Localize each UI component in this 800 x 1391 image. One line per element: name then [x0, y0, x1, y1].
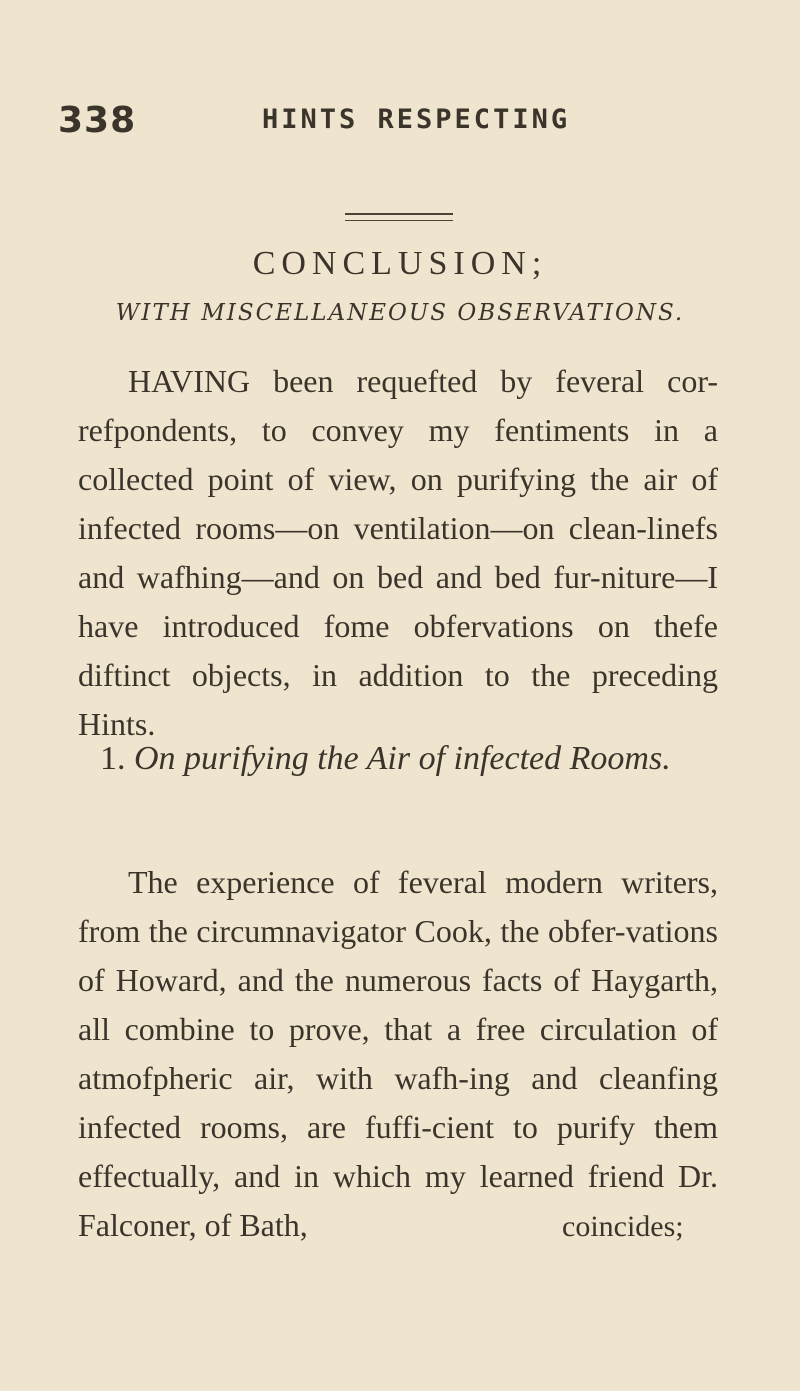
chapter-title: CONCLUSION;	[252, 245, 548, 282]
catchword: coincides;	[562, 1210, 684, 1243]
paragraph-text: The experience of feveral modern writers, from the circumnavigator Cook, the obfer-vations of Howard, and the numerous facts of Haygarth, all combine to prove, that a free circulation of atmofpheric air, with wafh-ing and cleanfing infected rooms, are fuffi-cient to purify them effectually, and in which my learned friend Dr. Falconer, of Bath,	[78, 864, 718, 1243]
decorative-rule	[345, 213, 453, 221]
section-title: On purifying the Air of infected Rooms.	[134, 740, 671, 777]
section-heading	[100, 740, 750, 778]
paragraph-text: HAVING been requefted by feveral cor-refpondents, to convey my fentiments in a collected point of view, on purifying the air of infected rooms—on ventilation—on clean-linefs and wafhing—and on bed and bed fur-niture—I have introduced fome obfervations on thefe diftinct objects, in addition to the preceding Hints.	[78, 363, 718, 742]
paragraph-intro	[78, 357, 718, 749]
paragraph-body	[78, 858, 718, 1250]
page-number: 338	[58, 100, 137, 141]
running-head	[0, 100, 800, 150]
chapter-subtitle: WITH MISCELLANEOUS OBSERVATIONS.	[115, 300, 685, 326]
running-title: HINTS RESPECTING	[262, 104, 571, 135]
section-number: 1.	[100, 740, 126, 777]
